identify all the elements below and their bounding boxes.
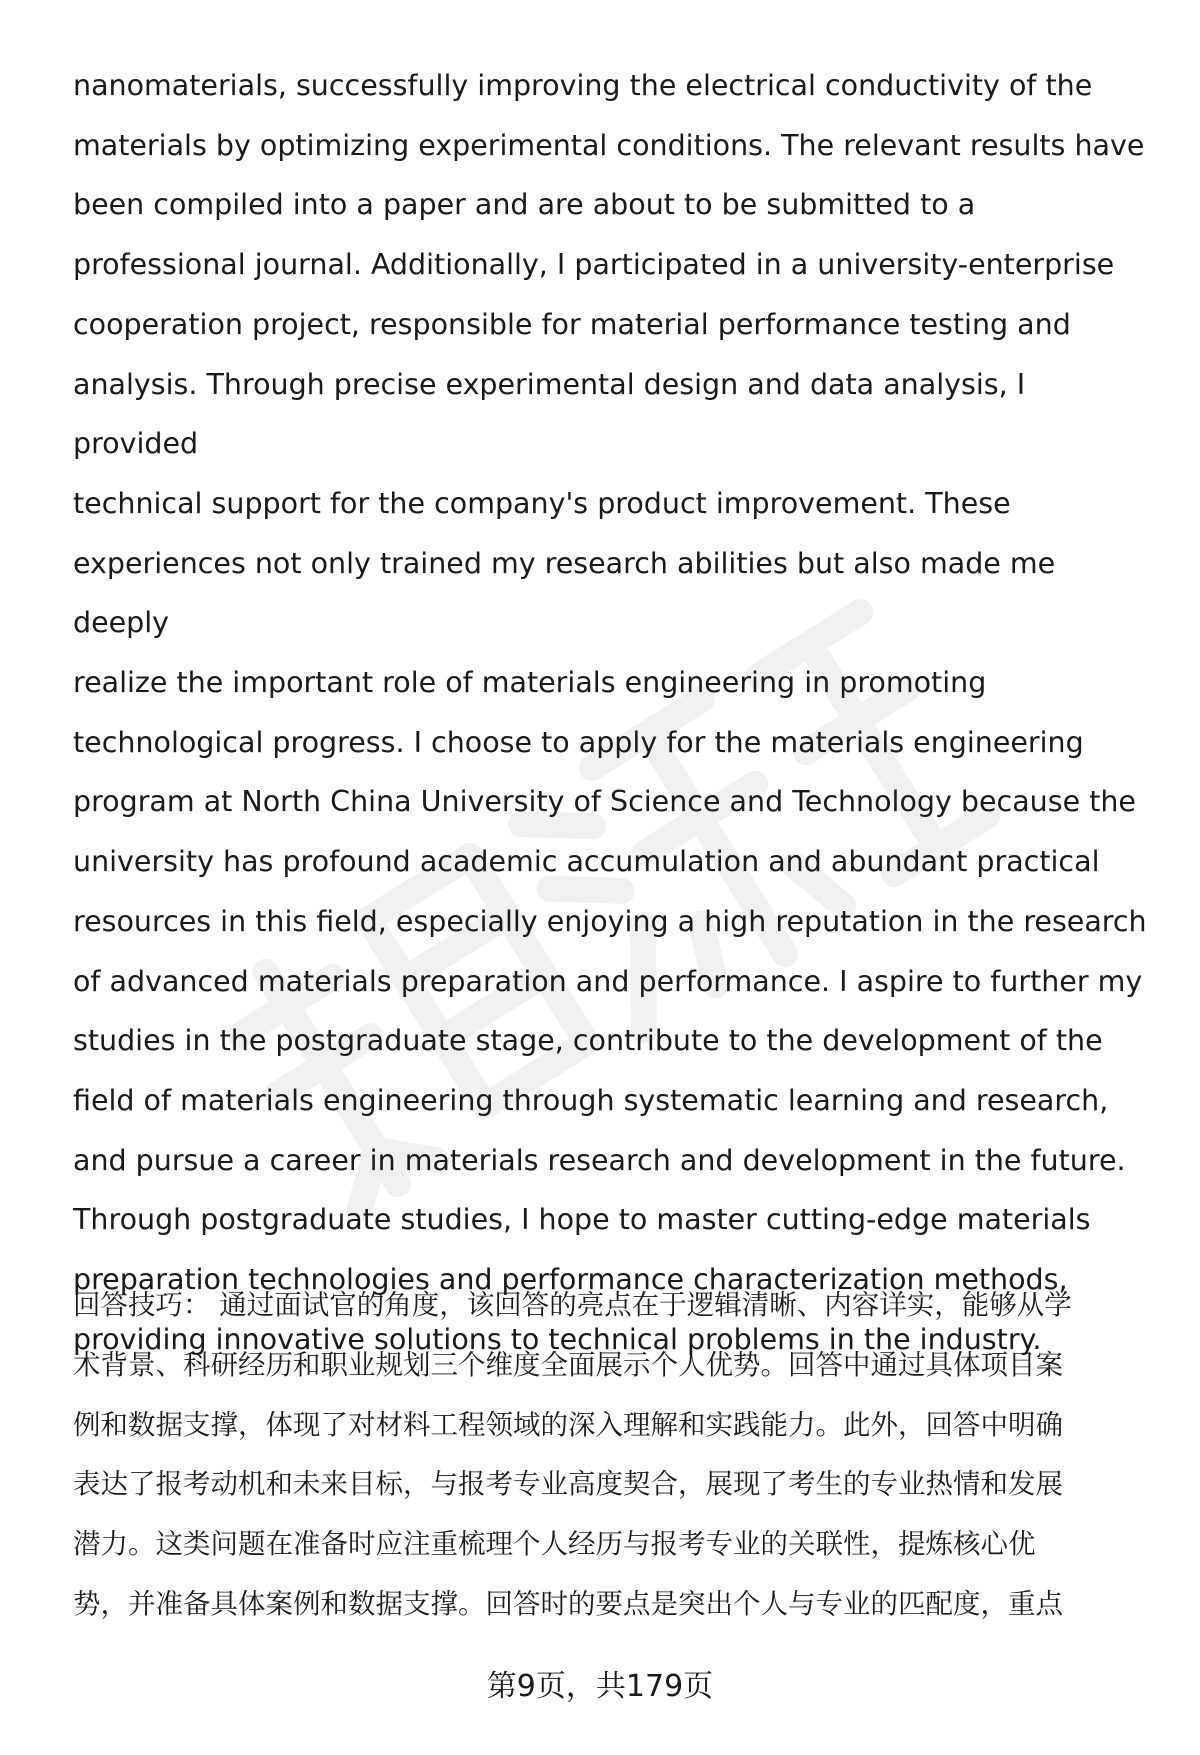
answer-paragraph: nanomaterials, successfully improving the electrical conductivity of the materials by optimizing experimental conditions. The relevant results have been compiled into a paper and are about to be submitted to a professional journal. Additionally, I participated in a university-enterprise cooperation project, responsible for material performance testing and analysis. Through precise experimental design and data analysis, I provided technical support for the company's product improvement. These experiences not only trained my research abilities but also made me deeply realize the important role of materials engineering in promoting technological progress. I choose to apply for the materials engineering program at North China University of Science and Technology because the university has profound academic accumulation and abundant practical resources in this field, especially enjoying a high reputation in the research of advanced materials preparation and performance. I aspire to further my studies in the postgraduate stage, contribute to the development of the field of materials engineering through systematic learning and research, and pursue a career in materials research and development in the future. Through postgraduate studies, I hope to master cutting-edge materials preparation technologies and performance characterization methods, providing innovative solutions to technical problems in the industry. bbox=[73, 69, 1147, 1356]
page-number: 第9页，共179页 bbox=[486, 1669, 714, 1704]
answer-tips-paragraph: 回答技巧： 通过面试官的角度，该回答的亮点在于逻辑清晰、内容详实，能够从学 术背景、科研经历和职业规划三个维度全面展示个人优势。回答中通过具体项目案 例和数据支撑，体现了对材料工程领域的深入理解和实践能力。此外，回答中明确 表达了报考动机和未来目标，与报考专业高度契合，展现了考生的专业热情和发展 潜力。这类问题在准备时应注重梳理个人经历与报考专业的关联性，提炼核心优 势，并准备具体案例和数据支撑。回答时的要点是突出个人与专业的匹配度，重点 bbox=[73, 1289, 1072, 1620]
